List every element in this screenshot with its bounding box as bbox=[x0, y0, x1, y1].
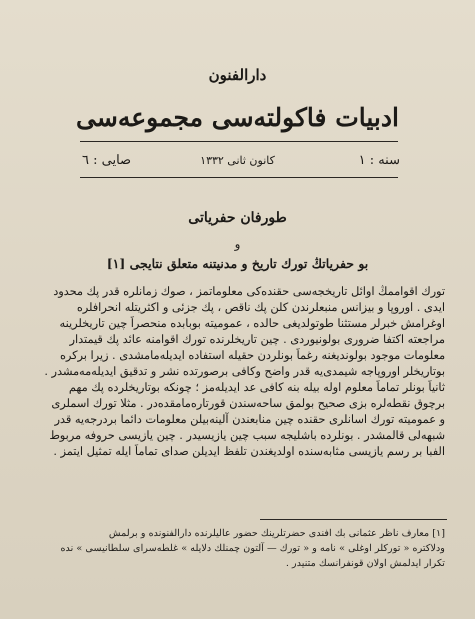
masthead-rule-top bbox=[80, 141, 398, 142]
body-line: ایدی . اوروپا و بیزانس منبعلرندن کلن پك ناقص ، پك جزئی و اکثریتله انحرافلره bbox=[76, 301, 445, 314]
masthead-page: صایی : ٦ bbox=[82, 153, 132, 168]
heading-conjunction: و bbox=[234, 237, 241, 251]
institution-name: دارالفنون bbox=[208, 66, 267, 84]
body-line: برچوق نقطه‌لره بزی صحیح بولمق ساحه‌سندن قورتاره‌مامقده‌در . مثلا تورك اسملری bbox=[51, 397, 445, 410]
body-line: شبهه‌لی قالمشدر . بونلرده باشلیجه سبب چین یازیسیدر . چین یازیسی حروفه مربوط bbox=[49, 429, 445, 442]
body-line: معلومات موجود بولوندیغنه رغماً بونلردن حقیله استفاده ایدیله‌مامشدی . زیرا برکره bbox=[59, 349, 445, 362]
footnote-line: تکرار ایدلمش اولان قونفرانسك متنیدر . bbox=[285, 558, 445, 569]
body-line: تورك اقواممڭ اوائل تاریخجه‌سی حقنده‌کی معلوماتمز ، صوك زمانلره قدر پك محدود bbox=[53, 285, 445, 298]
footnote-rule bbox=[260, 519, 447, 520]
body-line: الفبا بر رسم یازیسی مثابه‌سنده اولدیغندن تلفظ ایدیلن صدای تماماً ایله تمثیل ایتمز . bbox=[53, 445, 445, 458]
footnote bbox=[40, 526, 445, 571]
article-body bbox=[33, 284, 445, 460]
journal-title: ادبیات فاکولته‌سی مجموعه‌سی bbox=[76, 103, 399, 132]
article-title: بو حفریاتڭ تورك تاریخ و مدنیتنه متعلق نتایجی [١] bbox=[106, 256, 369, 271]
body-line: و عمومیته تورك اسانلری حقنده چین منابعندن آلینه‌بیلن معلومات دائما بردرجه‌یه قدر bbox=[54, 413, 445, 426]
masthead-date: کانون ثانی ١٣٣٢ bbox=[200, 154, 275, 167]
footnote-line: [١] معارف ناظر عثمانی بك افندی حضرتلرینك حضور عالیلرنده دارالفنونده و برلمش bbox=[108, 528, 445, 539]
masthead-year: سنه : ١ bbox=[358, 153, 400, 168]
body-line: مراجعته اکتفا ضروری بولونیوردی . چین تاریخلرنده تورك اقوامنه عائد پك قیمتدار bbox=[69, 333, 445, 346]
footnote-line: ودلاکتره « تورکلر اوغلی » نامه و « تورك — آلتون چمنلك دلایله » غلطه‌سرای سلطانیسی » نده bbox=[60, 543, 445, 554]
article-heading: طورفان حفریاتی bbox=[188, 210, 287, 226]
body-line: بوتاریخلر اوروپاجه شیمدی‌یه قدر واضح وکافی برصورتده نشر و تدقیق ایدیله‌مه‌مشدر . bbox=[44, 365, 445, 378]
body-line: ثانیاً بونلر تماماً معلوم اوله بیله بنه کافی عد ایدیله‌مز ؛ چونکه بوتاریخلرده پك مهم bbox=[68, 381, 445, 394]
masthead-rule-bottom bbox=[80, 177, 398, 178]
body-line: اوغرامش خبرلر مستثنا طوتولدیغی حالده ، عمومیته بوبابده منحصراً چین تاریخلرینه bbox=[59, 317, 445, 330]
